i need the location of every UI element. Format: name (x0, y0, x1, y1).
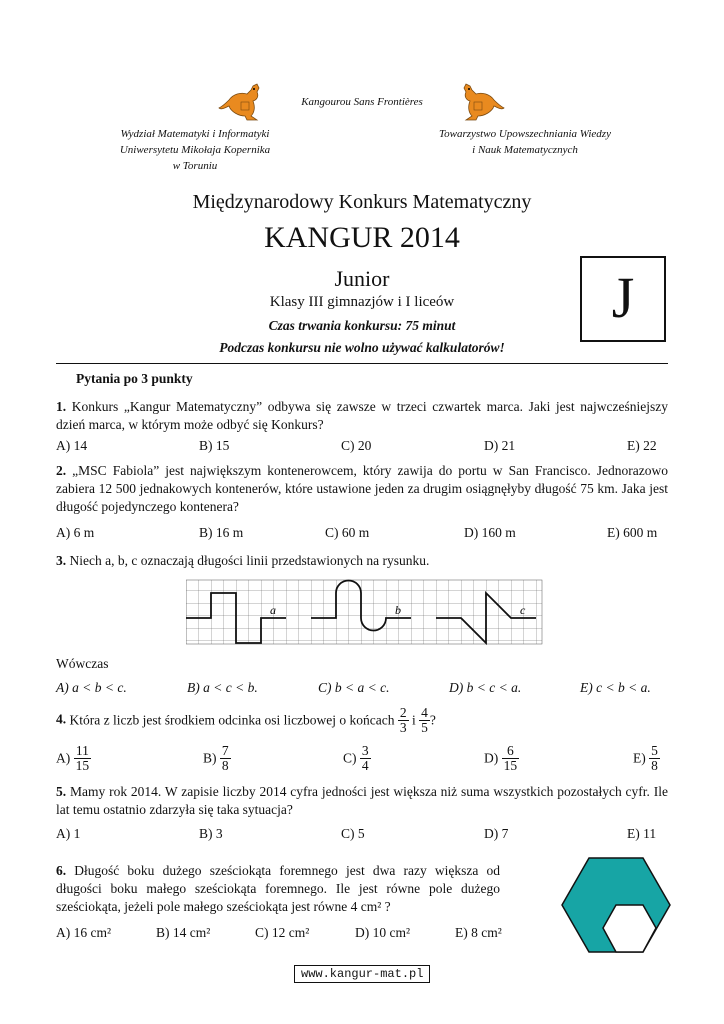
classes: Klasy III gimnazjów i I liceów (269, 294, 455, 310)
question-3 (56, 552, 668, 570)
answer-b[interactable]: B) 16 m (199, 525, 244, 540)
contest-name: KANGUR 2014 (264, 221, 460, 254)
left-institution (70, 126, 320, 174)
question-5 (56, 783, 668, 819)
label-a: a (270, 603, 276, 617)
answer-c[interactable]: C) 20 (341, 438, 372, 453)
fraction-four-fifths: $\frac{4}{5}$ (421, 705, 428, 735)
answer-e[interactable]: E) 8 cm² (455, 925, 502, 940)
answer-b[interactable]: B) 14 cm² (156, 925, 211, 940)
left-line-2: Uniwersytetu Mikołaja Kopernika (119, 144, 271, 156)
left-line-1: Wydział Matematyki i Informatyki (120, 128, 270, 140)
fraction-two-thirds: $\frac{2}{3}$ (399, 705, 407, 735)
hexagon-figure (560, 856, 672, 959)
org-name: Kangourou Sans Frontières (301, 96, 423, 108)
header-divider (56, 363, 668, 364)
right-line-2: i Nauk Matematycznych (472, 144, 578, 156)
level-title: Junior (334, 266, 390, 291)
kangaroo-icon (217, 82, 265, 126)
answer-e[interactable]: E) c < b < a. (580, 680, 651, 695)
level-box (580, 256, 666, 342)
then-text: Wówczas (56, 656, 109, 671)
answer-c[interactable]: C) $\frac{3}{4}$ (343, 743, 369, 773)
question-2 (56, 462, 668, 516)
section-title: Pytania po 3 punkty (76, 371, 193, 386)
right-institution (380, 126, 670, 158)
answer-a[interactable]: A) 16 cm² (56, 925, 112, 940)
answer-b[interactable]: B) $\frac{7}{8}$ (203, 743, 229, 773)
level-letter: J (611, 265, 635, 330)
grid-figure (186, 578, 544, 646)
answer-a[interactable]: A) 6 m (56, 525, 95, 540)
answer-a[interactable]: A) $\frac{11}{15}$ (56, 743, 90, 773)
duration: Czas trwania konkursu: 75 minut (268, 318, 456, 333)
answer-b[interactable]: B) a < c < b. (187, 680, 258, 695)
logo-left (217, 82, 265, 131)
footer-url[interactable]: www.kangur-mat.pl (294, 965, 430, 983)
question-number: 6. (56, 863, 67, 878)
answer-d[interactable]: D) 160 m (464, 525, 516, 540)
right-line-1: Towarzystwo Upowszechniania Wiedzy (439, 128, 611, 140)
answer-d[interactable]: D) b < c < a. (449, 680, 522, 695)
answer-d[interactable]: D) 21 (484, 438, 516, 453)
answer-b[interactable]: B) 3 (199, 826, 223, 841)
label-c: c (520, 603, 526, 617)
question-number: 1. (56, 399, 67, 414)
answer-c[interactable]: C) 12 cm² (255, 925, 310, 940)
answer-e[interactable]: E) $\frac{5}{8}$ (633, 743, 658, 773)
answer-a[interactable]: A) 14 (56, 438, 88, 453)
lines-figure (186, 578, 544, 651)
question-text: Niech a, b, c oznaczają długości linii przedstawionych na rysunku. (69, 553, 430, 568)
left-line-3: w Toruniu (172, 160, 218, 172)
question-text: „MSC Fabiola” jest największym kontenerowcem, który zawija do portu w San Francisco. Jednorazowo zabiera 12 500 jednakowych kontenerów, które ustawione jeden za drugim osiągnęłyby długość 75 km. Jaka jest długość pojedynczego kontenera? (56, 463, 668, 514)
answer-c[interactable]: C) b < a < c. (318, 680, 390, 695)
answer-e[interactable]: E) 11 (627, 826, 657, 841)
answer-c[interactable]: C) 60 m (325, 525, 370, 540)
answer-e[interactable]: E) 600 m (607, 525, 658, 540)
logo-right (458, 82, 506, 131)
calculator-notice: Podczas konkursu nie wolno używać kalkulatorów! (219, 340, 505, 355)
answer-a[interactable]: A) 1 (56, 826, 81, 841)
question-number: 3. (56, 553, 67, 568)
question-text: Konkurs „Kangur Matematyczny” odbywa się zawsze w trzeci czwartek marca. Jaki jest najwcześniejszy dzień marca, w którym może odbyć się Konkurs? (56, 399, 668, 432)
answer-d[interactable]: D) 7 (484, 826, 509, 841)
contest-title: Międzynarodowy Konkurs Matematyczny (192, 191, 532, 213)
answer-d[interactable]: D) 10 cm² (355, 925, 411, 940)
answer-d[interactable]: D) $\frac{6}{15}$ (484, 743, 518, 773)
question-text: Która z liczb jest środkiem odcinka osi liczbowej o końcach (69, 712, 395, 728)
answer-e[interactable]: E) 22 (627, 438, 657, 453)
question-4: 4. Która z liczb jest środkiem odcinka osi liczbowej o końcach $\frac{2}{3}$ i $\frac{4}{5}$ ? (56, 705, 436, 735)
answer-b[interactable]: B) 15 (199, 438, 230, 453)
answer-a[interactable]: A) a < b < c. (56, 680, 127, 695)
question-6 (56, 862, 500, 916)
question-1 (56, 398, 668, 434)
answer-c[interactable]: C) 5 (341, 826, 365, 841)
kangaroo-icon (458, 82, 506, 126)
question-number: 2. (56, 463, 67, 478)
label-b: b (395, 603, 401, 617)
and-word: i (412, 712, 416, 728)
question-number: 5. (56, 784, 67, 799)
question-text: Długość boku dużego sześciokąta foremnego jest dwa razy większa od długości boku małego sześciokąta foremnego. Ile jest równe pole dużego sześciokąta, jeżeli pole małego sześciokąta jest równe 4 cm² ? (56, 863, 501, 914)
question-number: 4. (56, 711, 67, 727)
question-text: Mamy rok 2014. W zapisie liczby 2014 cyfra jedności jest większa niż suma wszystkich pozostałych cyfr. Ile lat temu ostatnio zdarzyła się taka sytuacja? (56, 784, 669, 817)
hexagons (560, 856, 672, 954)
